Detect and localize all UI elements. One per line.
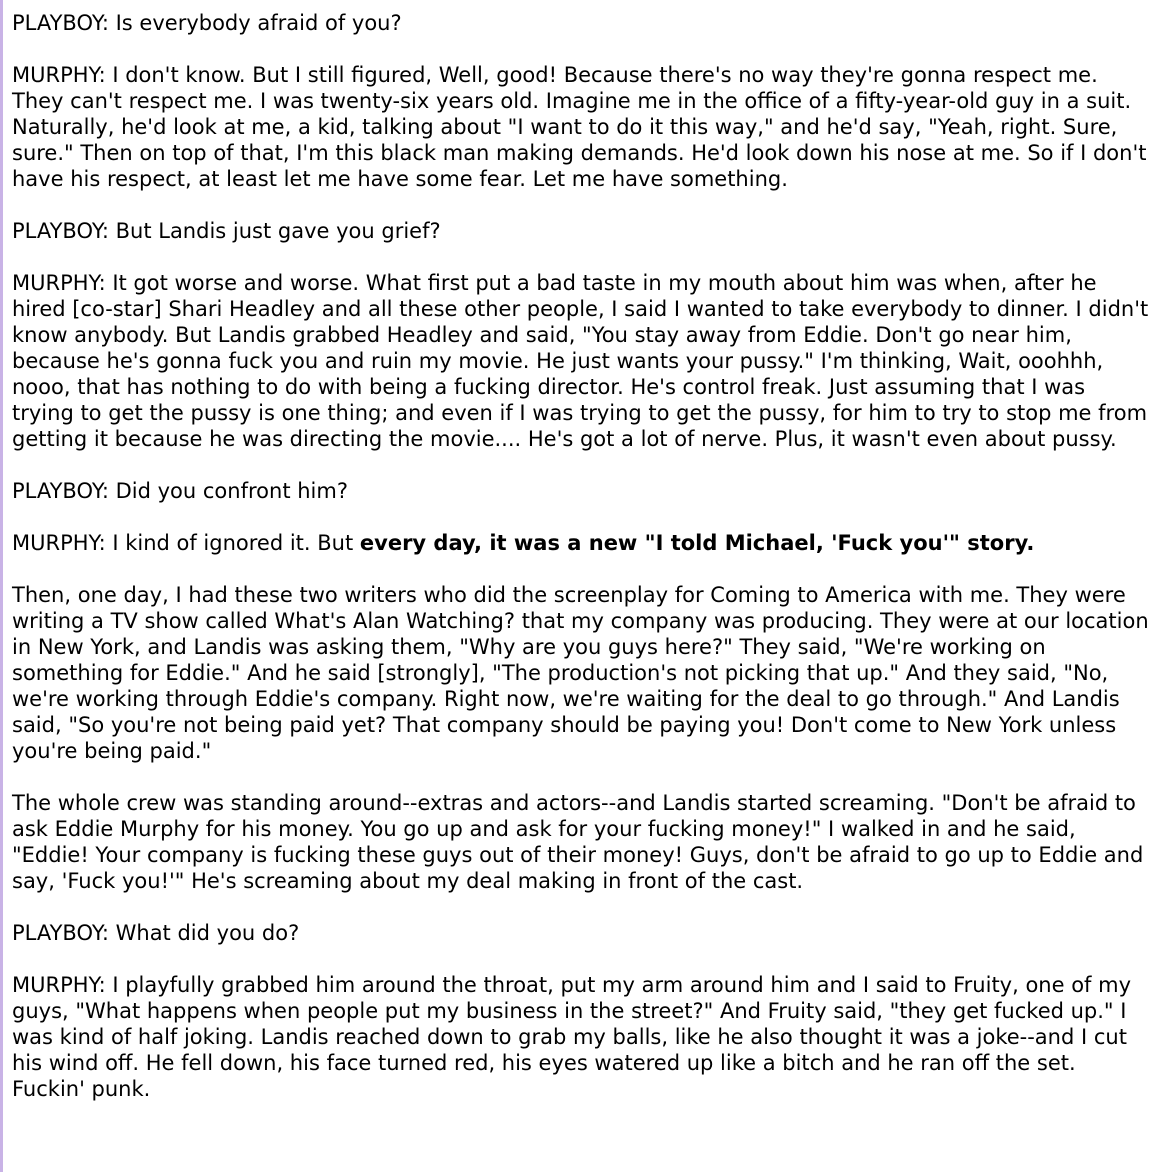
paragraph-answer-ignored: [12, 530, 1150, 556]
left-border-rule: [0, 0, 3, 1172]
paragraph-writers: Then, one day, I had these two writers who did the screenplay for Coming to America with me. They were writing a TV show called What's Alan Watching? that my company was producing. They were at our location in New York, and Landis was asking them, "Why are you guys here?" They said, "We're working on something for Eddie." And he said [strongly], "The production's not picking that up." And they said, "No, we're working through Eddie's company. Right now, we're waiting for the deal to go through." And Landis said, "So you're not being paid yet? That company should be paying you! Don't come to New York unless you're being paid.": [12, 583, 1149, 763]
paragraph-answer-worse: MURPHY: It got worse and worse. What first put a bad taste in my mouth about him was when, after he hired [co-star] Shari Headley and all these other people, I said I wanted to take everybody to dinner. I didn't know anybody. But Landis grabbed Headley and said, "You stay away from Eddie. Don't go near him, because he's gonna fuck you and ruin my movie. He just wants your pussy." I'm thinking, Wait, ooohhh, nooo, that has nothing to do with being a fucking director. He's control freak. Just assuming that I was trying to get the pussy is one thing; and even if I was trying to get the pussy, for him to try to stop me from getting it because he was directing the movie.... He's got a lot of nerve. Plus, it wasn't even about pussy.: [12, 271, 1149, 451]
paragraph-question-confront: PLAYBOY: Did you confront him?: [12, 479, 348, 503]
paragraph-crew: The whole crew was standing around--extras and actors--and Landis started screaming. "Don't be afraid to ask Eddie Murphy for his money. You go up and ask for your fucking money!" I walked in and he said, "Eddie! Your company is fucking these guys out of their money! Guys, don't be afraid to go up to Eddie and say, 'Fuck you!'" He's screaming about my deal making in front of the cast.: [12, 791, 1144, 893]
paragraph-question-afraid: PLAYBOY: Is everybody afraid of you?: [12, 11, 402, 35]
paragraph-answer-grabbed: MURPHY: I playfully grabbed him around the throat, put my arm around him and I said to Fruity, one of my guys, "What happens when people put my business in the street?" And Fruity said, "they get fucked up." I was kind of half joking. Landis reached down to grab my balls, like he also thought it was a joke--and I cut his wind off. He fell down, his face turned red, his eyes watered up like a bitch and he ran off the set. Fuckin' punk.: [12, 973, 1132, 1101]
paragraph-question-grief: PLAYBOY: But Landis just gave you grief?: [12, 219, 441, 243]
paragraph-answer-ignored-bold: every day, it was a new "I told Michael, 'Fuck you'" story.: [359, 531, 1035, 555]
paragraph-question-what-did-you-do: PLAYBOY: What did you do?: [12, 921, 300, 945]
interview-transcript: [12, 10, 1150, 1102]
paragraph-answer-ignored-text: MURPHY: I kind of ignored it. But: [12, 531, 360, 555]
paragraph-answer-respect: MURPHY: I don't know. But I still figured, Well, good! Because there's no way they're gonna respect me. They can't respect me. I was twenty-six years old. Imagine me in the office of a fifty-year-old guy in a suit. Naturally, he'd look at me, a kid, talking about "I want to do it this way," and he'd say, "Yeah, right. Sure, sure." Then on top of that, I'm this black man making demands. He'd look down his nose at me. So if I don't have his respect, at least let me have some fear. Let me have something.: [12, 63, 1147, 191]
